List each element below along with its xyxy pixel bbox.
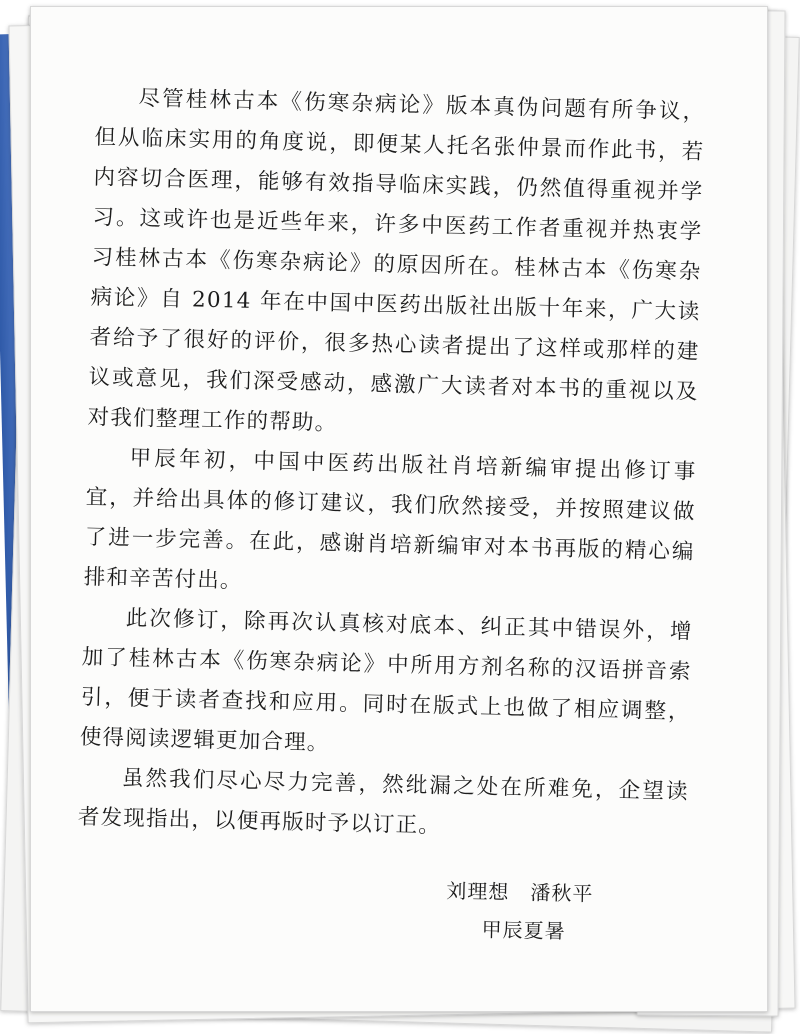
paragraph: 尽管桂林古本《伤寒杂病论》版本真伪问题有所争议，但从临床实用的角度说，即便某人托名张仲景而作此书，若内容切合医理，能够有效指导临床实践，仍然值得重视并学习。这或许也是近些年来，许多中医药工作者重视并热衷学习桂林古本《伤寒杂病论》的原因所在。桂林古本《伤寒杂病论》自 2014 年在中国中医药出版社出版十年来，广大读者给予了很好的评价，很多热心读者提出了这样或那样的建议或意见，我们深受感动，感激广大读者对本书的重视以及对我们整理工作的帮助。 bbox=[87, 86, 706, 436]
paragraph: 甲辰年初，中国中医药出版社肖培新编审提出修订事宜，并给出具体的修订建议，我们欣然接受，并按照建议做了进一步完善。在此，感谢肖培新编审对本书再版的精心编排和辛苦付出。 bbox=[83, 445, 697, 594]
paragraph: 虽然我们尽心尽力完善，然纰漏之处在所难免，企望读者发现指出，以便再版时予以订正。 bbox=[77, 765, 690, 839]
signature-date: 甲辰夏暑 bbox=[481, 917, 566, 944]
paragraph: 此次修订，除再次认真核对底本、纠正其中错误外，增加了桂林古本《伤寒杂病论》中所用方剂名称的汉语拼音索引，便于读者查找和应用。同时在版式上也做了相应调整，使得阅读逻辑更加合理。 bbox=[79, 605, 693, 756]
author-names: 刘理想 潘秋平 bbox=[446, 878, 594, 906]
preface-body bbox=[77, 78, 705, 853]
signature-block bbox=[445, 872, 667, 953]
